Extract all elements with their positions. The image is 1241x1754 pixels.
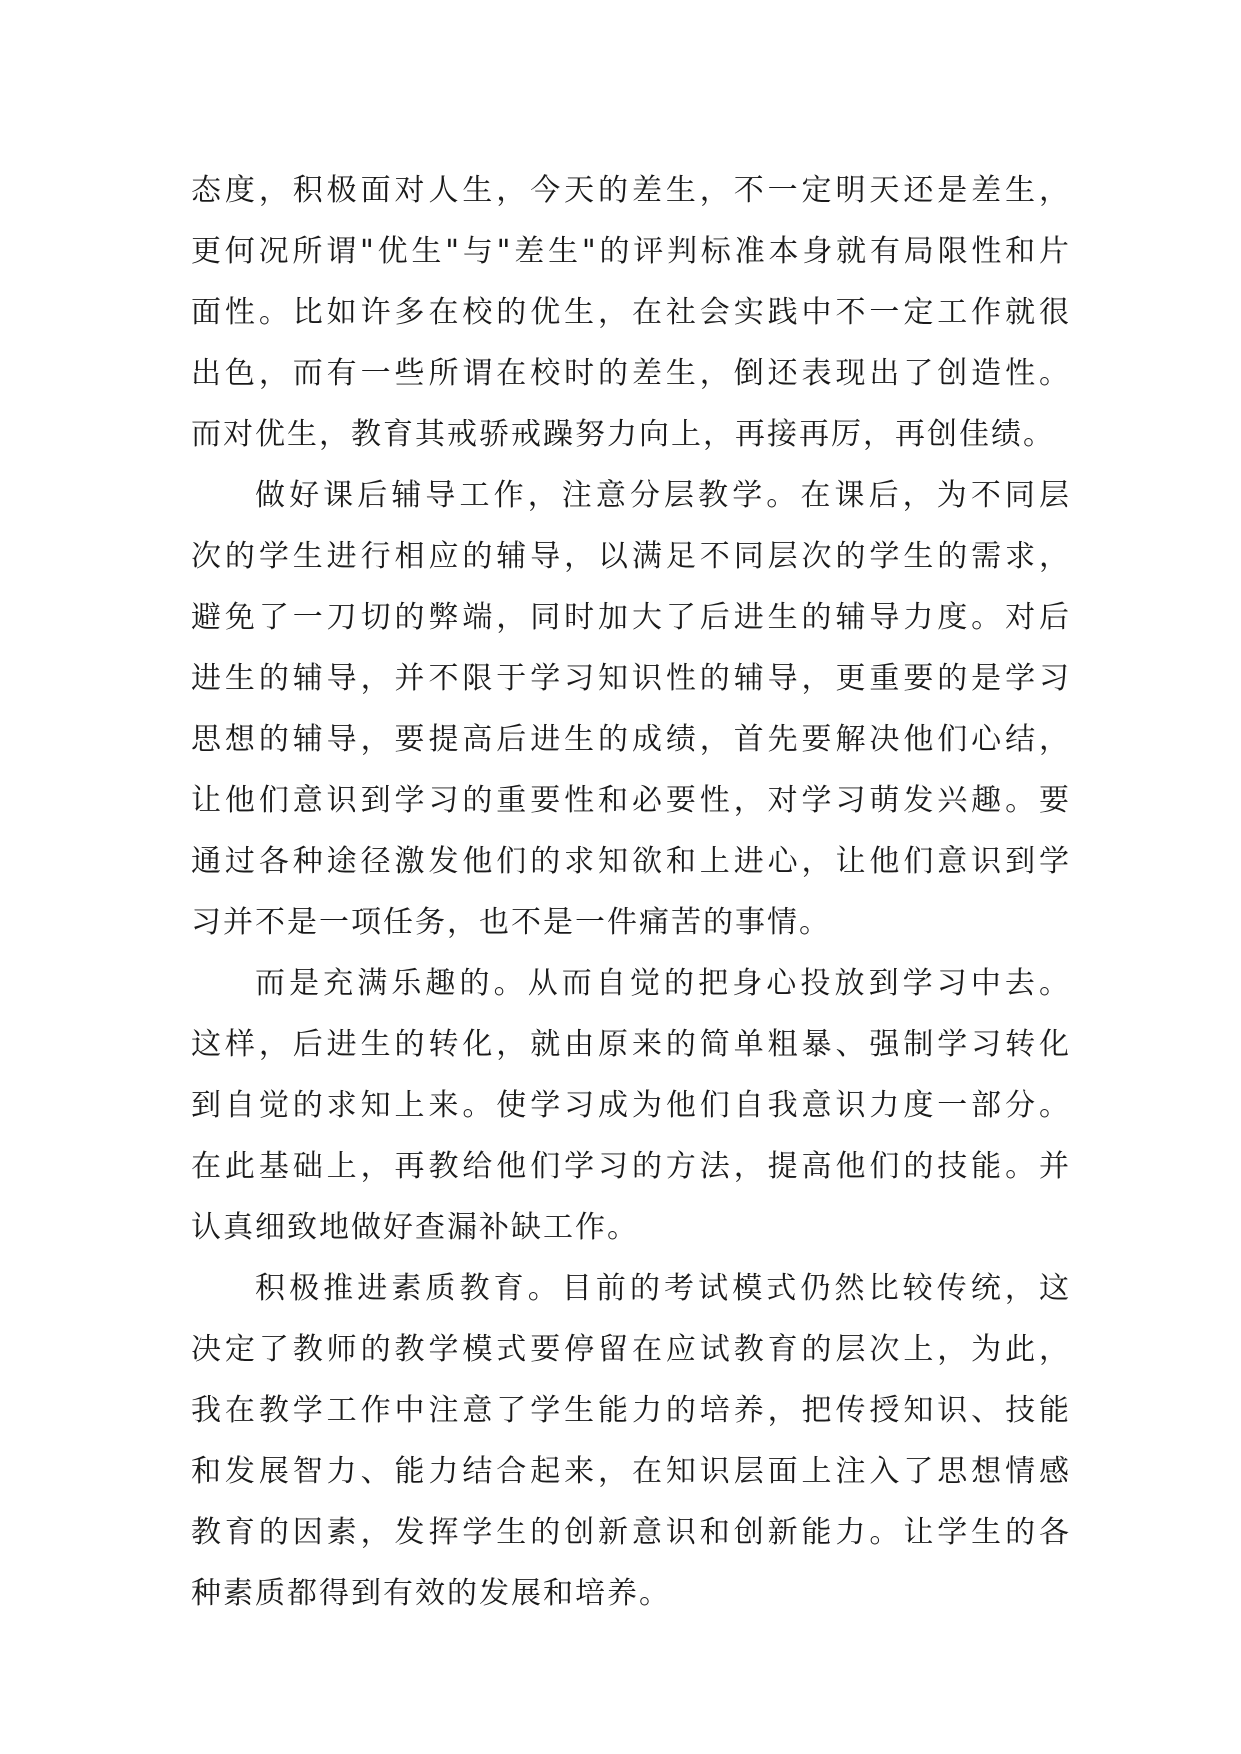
text-line: 我在教学工作中注意了学生能力的培养，把传授知识、技能 [191,1393,1071,1428]
text-line: 通过各种途径激发他们的求知欲和上进心，让他们意识到学 [191,844,1071,879]
paragraph-first-line: 积极推进素质教育。目前的考试模式仍然比较传统，这 [255,1271,1071,1306]
text-line: 让他们意识到学习的重要性和必要性，对学习萌发兴趣。要 [191,783,1071,818]
text-line: 决定了教师的教学模式要停留在应试教育的层次上，为此， [191,1332,1071,1367]
text-line: 次的学生进行相应的辅导，以满足不同层次的学生的需求， [191,539,1071,574]
text-line: 面性。比如许多在校的优生，在社会实践中不一定工作就很 [191,295,1071,330]
text-line: 更何况所谓"优生"与"差生"的评判标准本身就有局限性和片 [191,234,1071,269]
text-line: 种素质都得到有效的发展和培养。 [191,1576,671,1611]
text-line: 态度，积极面对人生，今天的差生，不一定明天还是差生， [191,173,1071,208]
paragraph-first-line: 而是充满乐趣的。从而自觉的把身心投放到学习中去。 [255,966,1071,1001]
text-line: 在此基础上，再教给他们学习的方法，提高他们的技能。并 [191,1149,1071,1184]
text-line: 而对优生，教育其戒骄戒躁努力向上，再接再厉，再创佳绩。 [191,417,1055,452]
text-line: 避免了一刀切的弊端，同时加大了后进生的辅导力度。对后 [191,600,1071,635]
text-line: 到自觉的求知上来。使学习成为他们自我意识力度一部分。 [191,1088,1071,1123]
text-line: 和发展智力、能力结合起来，在知识层面上注入了思想情感 [191,1454,1071,1489]
text-line: 进生的辅导，并不限于学习知识性的辅导，更重要的是学习 [191,661,1071,696]
text-line: 习并不是一项任务，也不是一件痛苦的事情。 [191,905,831,940]
paragraph-first-line: 做好课后辅导工作，注意分层教学。在课后，为不同层 [255,478,1071,513]
text-line: 认真细致地做好查漏补缺工作。 [191,1210,639,1245]
text-line: 出色，而有一些所谓在校时的差生，倒还表现出了创造性。 [191,356,1071,391]
body-text [191,160,1071,1624]
text-line: 这样，后进生的转化，就由原来的简单粗暴、强制学习转化 [191,1027,1071,1062]
text-line: 思想的辅导，要提高后进生的成绩，首先要解决他们心结， [191,722,1071,757]
text-line: 教育的因素，发挥学生的创新意识和创新能力。让学生的各 [191,1515,1071,1550]
